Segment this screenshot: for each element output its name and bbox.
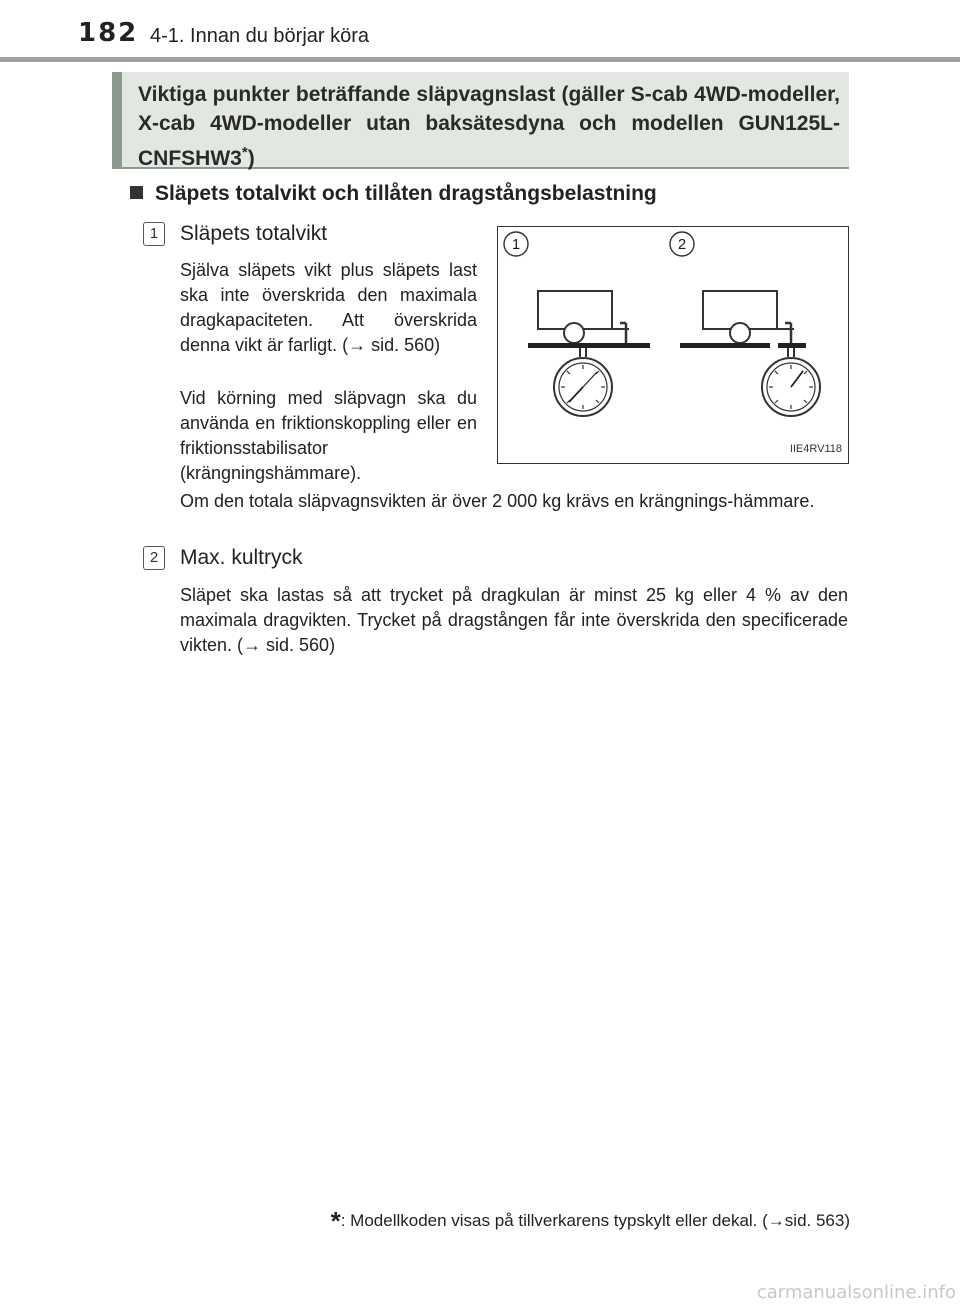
section-title-star: *	[241, 144, 248, 161]
item-heading: Släpets totalvikt	[180, 222, 328, 245]
section-title-close: )	[247, 147, 255, 170]
section-title	[138, 80, 840, 173]
footnote	[331, 1206, 850, 1237]
footnote-text: : Modellkoden visas på tillverkarens typskylt eller dekal. (→sid. 563)	[340, 1211, 850, 1230]
item-paragraph: Om den totala släpvagnsvikten är över 2 000 kg krävs en krängnings-hämmare.	[180, 491, 815, 511]
section-title-text: Viktiga punkter beträffande släpvagnslast (gäller S-cab 4WD-modeller, X-cab 4WD-modeller utan baksätesdyna och modellen GUN125L-CNFSHW3	[138, 83, 840, 170]
subheading-text: Släpets totalvikt och tillåten dragstångsbelastning	[155, 182, 657, 205]
header-rule	[0, 57, 960, 62]
subheading	[130, 182, 657, 206]
item-heading: Max. kultryck	[180, 546, 303, 569]
figure-label-2: 2	[677, 236, 687, 253]
square-bullet-icon	[130, 186, 143, 199]
trailer-scale-illustration	[498, 227, 848, 463]
page-number: 182	[78, 18, 139, 48]
figure-label-1: 1	[511, 236, 521, 253]
figure-code: IIE4RV118	[789, 443, 842, 455]
item-number-badge: 1	[143, 222, 165, 246]
item-paragraph: Själva släpets vikt plus släpets last ska inte överskrida den maximala dragkapaciteten. Att överskrida denna vikt är farligt. (→ sid. 560)	[180, 260, 477, 355]
footnote-star: *	[330, 1206, 341, 1236]
chapter-title: 4-1. Innan du börjar köra	[150, 25, 370, 47]
item-paragraph: Släpet ska lastas så att trycket på dragkulan är minst 25 kg eller 4 % av den maximala dragvikten. Trycket på dragstången får inte överskrida den specificerade vikten. (→ sid. 560)	[180, 585, 848, 655]
trailer-weight-figure	[497, 226, 849, 464]
section-box	[112, 72, 849, 169]
trailer-on-scale-icon	[528, 291, 650, 416]
tongue-weight-on-scale-icon	[680, 291, 820, 416]
watermark: carmanualsonline.info	[756, 1282, 956, 1303]
item-paragraph: Vid körning med släpvagn ska du använda en friktionskoppling eller en friktionsstabilisator (krängningshämmare).	[180, 388, 477, 483]
item-number-badge: 2	[143, 546, 165, 570]
